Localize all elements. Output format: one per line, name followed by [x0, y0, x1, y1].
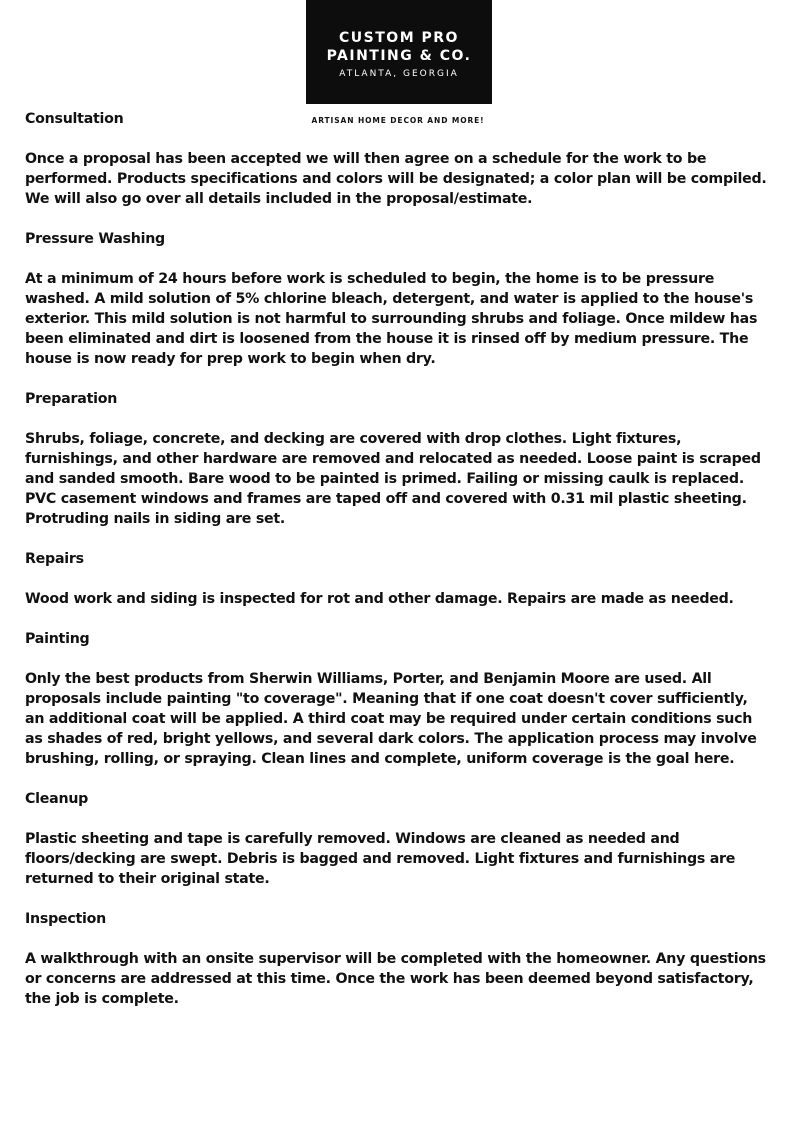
company-logo — [306, 0, 492, 104]
document-body — [25, 109, 771, 1029]
section-body: Only the best products from Sherwin Williams, Porter, and Benjamin Moore are used. All proposals include painting "to coverage". Meaning that if one coat doesn't cover sufficiently, an additional coat will be applied. A third coat may be required under certain conditions such as shades of red, bright yellows, and several dark colors. The application process may involve brushing, rolling, or spraying. Clean lines and complete, uniform coverage is the goal here. — [25, 671, 757, 767]
section-heading: Repairs — [25, 551, 84, 567]
section-heading: Preparation — [25, 391, 118, 407]
section-body: At a minimum of 24 hours before work is scheduled to begin, the home is to be pressure washed. A mild solution of 5% chlorine bleach, detergent, and water is applied to the house's exterior. This mild solution is not harmful to surrounding shrubs and foliage. Once mildew has been eliminated and dirt is loosened from the house it is rinsed off by medium pressure. The house is now ready for prep work to begin when dry. — [25, 271, 758, 367]
logo-tagline: ARTISAN HOME DECOR AND MORE! — [311, 116, 485, 125]
section-painting — [25, 629, 771, 769]
section-consultation — [25, 109, 771, 209]
section-cleanup — [25, 789, 771, 889]
section-body: Shrubs, foliage, concrete, and decking are covered with drop clothes. Light fixtures, furnishings, and other hardware are removed and relocated as needed. Loose paint is scraped and sanded smooth. Bare wood to be painted is primed. Failing or missing caulk is replaced. PVC casement windows and frames are taped off and covered with 0.31 mil plastic sheeting. Protruding nails in siding are set. — [25, 431, 761, 527]
section-body: Wood work and siding is inspected for rot and other damage. Repairs are made as needed. — [25, 591, 734, 607]
section-heading: Cleanup — [25, 791, 89, 807]
section-body: Plastic sheeting and tape is carefully removed. Windows are cleaned as needed and floors/decking are swept. Debris is bagged and removed. Light fixtures and furnishings are returned to their original state. — [25, 831, 736, 887]
section-heading: Pressure Washing — [25, 231, 165, 247]
logo-company-name-line2: PAINTING & CO. — [326, 48, 472, 64]
section-repairs — [25, 549, 771, 609]
logo-company-name-line1: CUSTOM PRO — [339, 30, 459, 46]
section-body: Once a proposal has been accepted we will then agree on a schedule for the work to be performed. Products specifications and colors will be designated; a color plan will be compiled. We will also go over all details included in the proposal/estimate. — [25, 151, 767, 207]
section-body: A walkthrough with an onsite supervisor will be completed with the homeowner. Any questions or concerns are addressed at this time. Once the work has been deemed beyond satisfactory, the job is complete. — [25, 951, 766, 1007]
section-heading: Inspection — [25, 911, 107, 927]
section-heading: Consultation — [25, 111, 124, 127]
section-pressure-washing — [25, 229, 771, 369]
section-heading: Painting — [25, 631, 90, 647]
section-inspection — [25, 909, 771, 1009]
section-preparation — [25, 389, 771, 529]
logo-location: ATLANTA, GEORGIA — [339, 69, 459, 79]
